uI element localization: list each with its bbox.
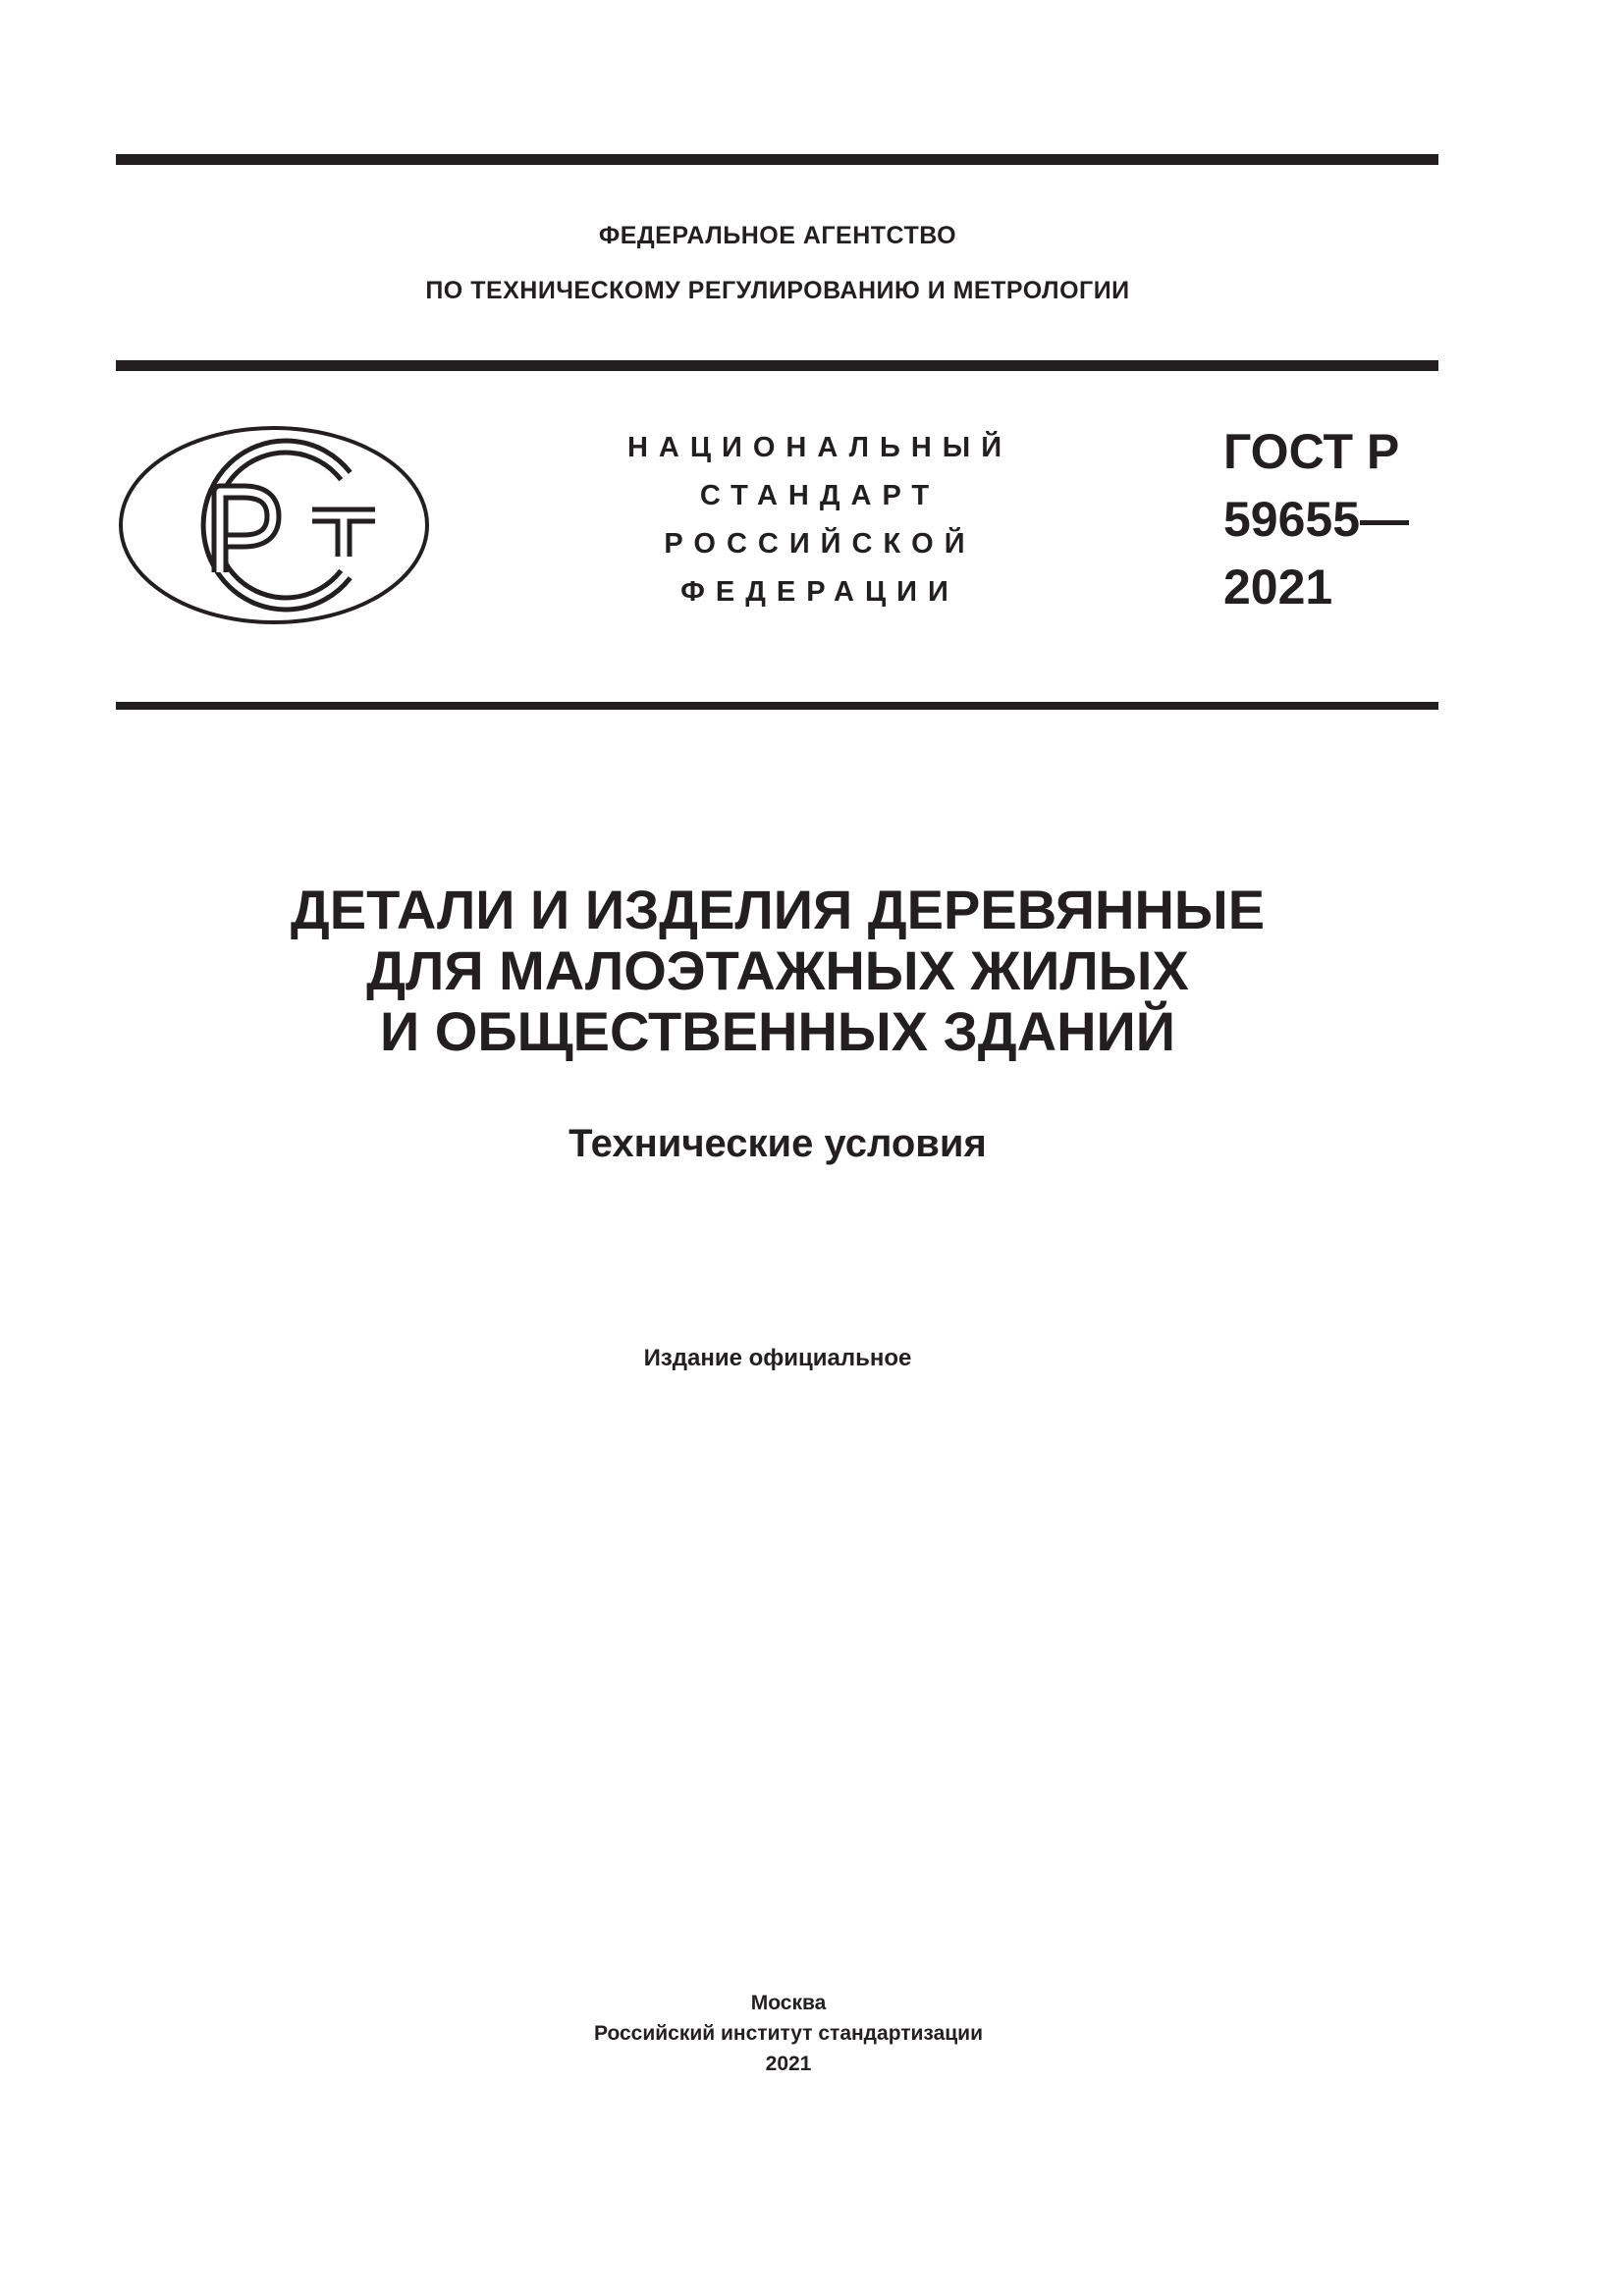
middle-rule [116, 360, 1438, 371]
edition-note: Издание официальное [643, 1345, 912, 1371]
imprint-city: Москва [750, 1992, 827, 2014]
title-line: И ОБЩЕСТВЕННЫХ ЗДАНИЙ [379, 1000, 1176, 1062]
agency-line-2: ПО ТЕХНИЧЕСКОМУ РЕГУЛИРОВАНИЮ И МЕТРОЛОГИИ [425, 277, 1130, 304]
title-line: ДЛЯ МАЛОЭТАЖНЫХ ЖИЛЫХ [366, 939, 1189, 1001]
imprint-publisher: Российский институт стандартизации [593, 2022, 984, 2045]
rst-certification-mark-icon [118, 425, 430, 626]
title-line: ДЕТАЛИ И ИЗДЕЛИЯ ДЕРЕВЯННЫЕ [290, 879, 1266, 940]
bottom-rule [116, 702, 1438, 710]
document-subtitle: Технические условия [568, 1122, 987, 1165]
imprint [0, 1988, 1577, 2079]
imprint-year: 2021 [765, 2053, 812, 2075]
top-rule [116, 154, 1438, 165]
agency-line-1: ФЕДЕРАЛЬНОЕ АГЕНТСТВО [598, 222, 957, 249]
gost-line-3: 2021 [1223, 560, 1333, 614]
national-standard-block [589, 424, 1051, 616]
national-standard-line: ФЕДЕРАЦИИ [680, 576, 959, 608]
gost-line-2: 59655— [1223, 492, 1410, 547]
national-standard-line: СТАНДАРТ [699, 480, 941, 511]
document-title [0, 880, 1555, 1062]
gost-designation [1223, 418, 1409, 621]
national-standard-line: НАЦИОНАЛЬНЫЙ [626, 432, 1013, 463]
gost-line-1: ГОСТ Р [1223, 424, 1400, 479]
national-standard-line: РОССИЙСКОЙ [664, 528, 976, 560]
